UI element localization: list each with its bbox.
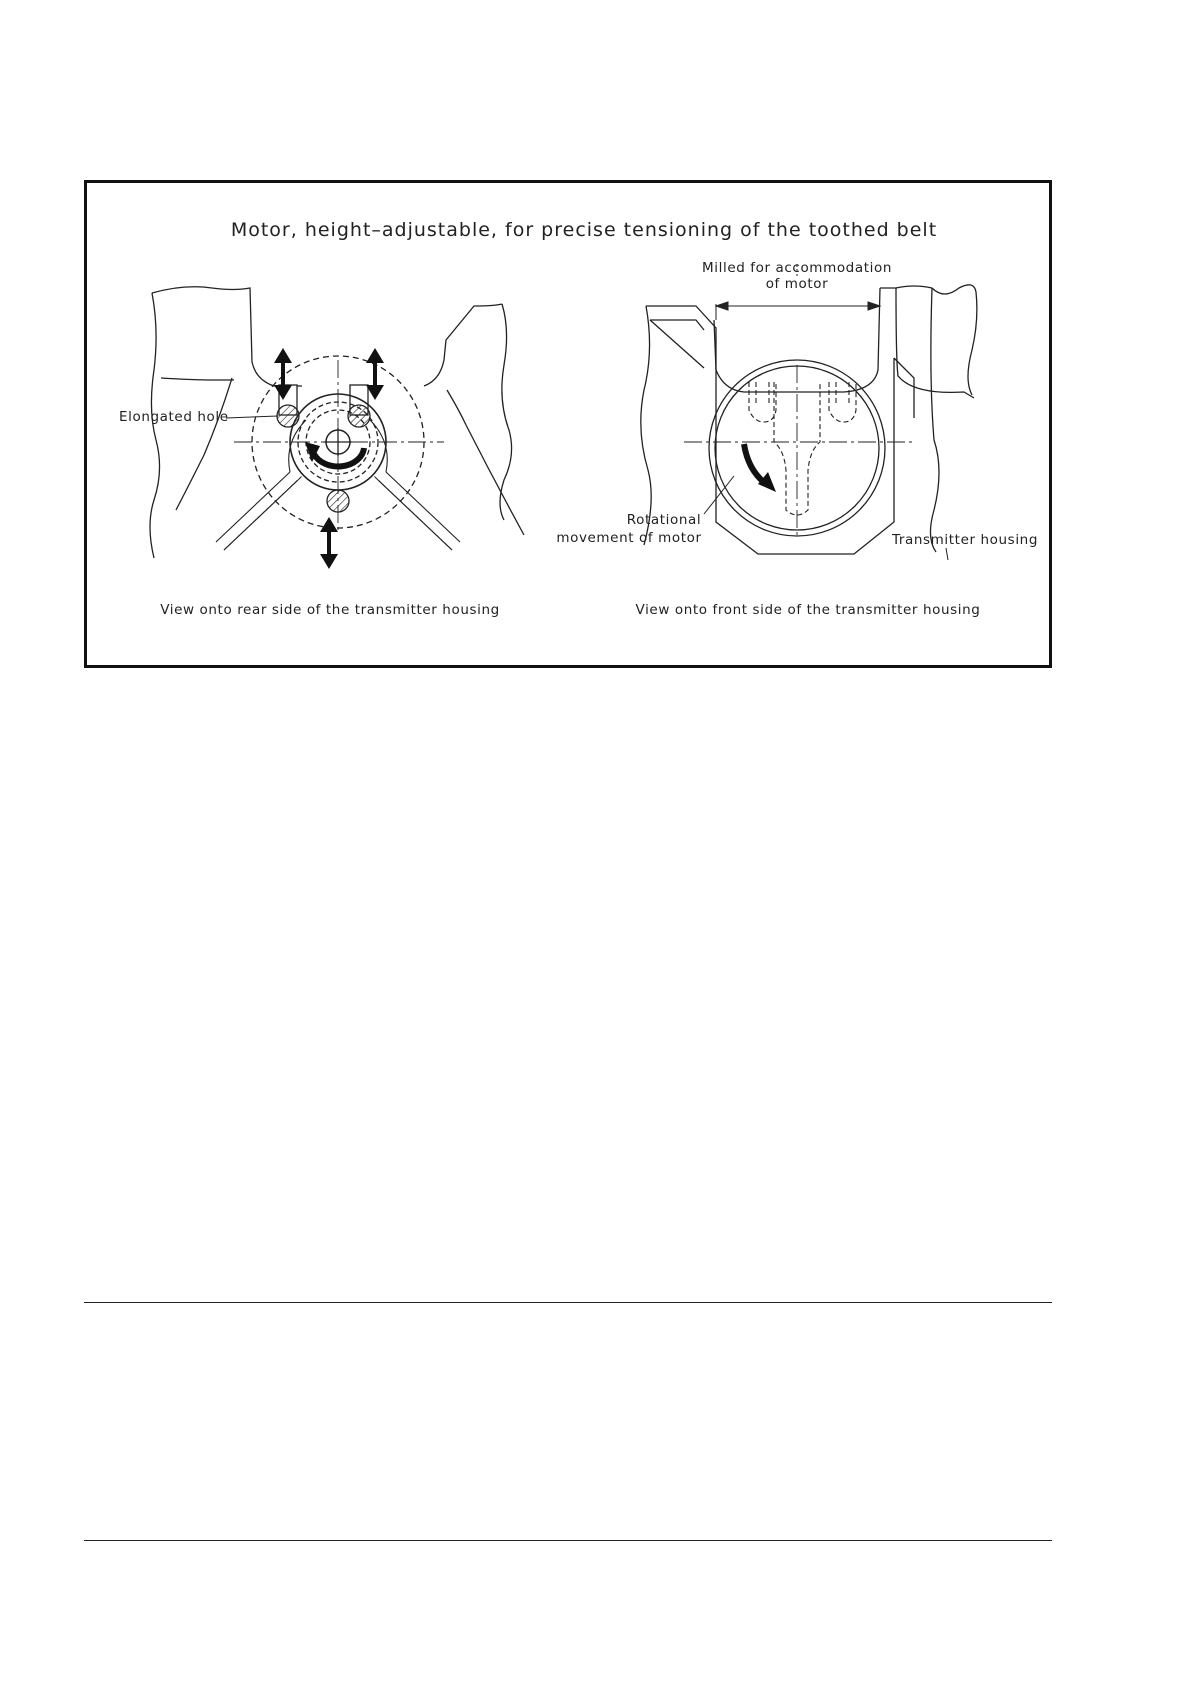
label-rotational-line2: movement of motor xyxy=(556,530,702,546)
belt-tooth xyxy=(232,539,236,543)
belt-tooth xyxy=(391,492,395,496)
leader-elongated-hole xyxy=(226,416,278,418)
belt-tooth xyxy=(428,527,432,531)
belt-tooth xyxy=(432,531,436,535)
belt-tooth xyxy=(228,543,232,547)
screw-left xyxy=(277,405,299,427)
belt-tooth xyxy=(240,531,244,535)
belt-tooth xyxy=(449,547,453,551)
belt-tooth xyxy=(420,519,424,523)
belt-tooth xyxy=(298,477,302,481)
screw-right xyxy=(348,405,370,427)
belt-tooth xyxy=(265,508,269,512)
belt-tooth xyxy=(444,543,448,547)
belt-tooth xyxy=(375,477,379,481)
technical-drawing-frame xyxy=(84,180,1052,668)
belt-tooth xyxy=(253,519,257,523)
label-milled-line1: Milled for accommodation xyxy=(702,260,892,276)
belt-tooth xyxy=(236,535,240,539)
belt-tooth xyxy=(261,512,265,516)
belt-tooth xyxy=(379,480,383,484)
label-milled-line2: of motor xyxy=(765,276,829,292)
screw-bottom xyxy=(327,490,349,512)
frame-border xyxy=(86,182,1051,667)
belt-tooth xyxy=(249,523,253,527)
belt-tooth xyxy=(403,504,407,508)
rear-housing-left-block xyxy=(152,287,302,386)
double-arrow-bottom xyxy=(320,517,338,569)
separator-rule-lower xyxy=(84,1540,1052,1541)
belt-tooth xyxy=(440,539,444,543)
belt-tooth xyxy=(387,488,391,492)
figure-title: Motor, height–adjustable, for precise tensioning of the toothed belt xyxy=(230,219,938,241)
belt-tooth xyxy=(436,535,440,539)
caption-rear-view: View onto rear side of the transmitter housing xyxy=(160,602,500,618)
caption-front-view: View onto front side of the transmitter housing xyxy=(635,602,981,618)
double-arrow-right xyxy=(366,348,384,400)
belt-tooth xyxy=(286,488,290,492)
belt-tooth xyxy=(395,496,399,500)
rear-housing-right-block xyxy=(424,304,502,386)
height-adjust-arrows xyxy=(274,348,384,569)
belt-tooth xyxy=(245,527,249,531)
belt-tooth xyxy=(224,547,228,551)
belt-tooth xyxy=(383,484,387,488)
belt-tooth xyxy=(407,508,411,512)
belt-tooth xyxy=(257,515,261,519)
label-transmitter-housing: Transmitter housing xyxy=(892,532,1038,548)
belt-tooth xyxy=(424,523,428,527)
belt-tooth xyxy=(412,512,416,516)
label-elongated-hole: Elongated hole xyxy=(119,409,229,425)
leader-transmitter-housing xyxy=(946,548,948,560)
belt-tooth xyxy=(282,492,286,496)
belt-tooth xyxy=(269,504,273,508)
belt-tooth xyxy=(277,496,281,500)
rotation-arrow-front xyxy=(744,444,776,492)
belt-tooth xyxy=(294,480,298,484)
label-rotational-line1: Rotational xyxy=(626,512,702,528)
belt-tooth xyxy=(416,515,420,519)
belt-tooth xyxy=(290,484,294,488)
separator-rule-upper xyxy=(84,1302,1052,1303)
